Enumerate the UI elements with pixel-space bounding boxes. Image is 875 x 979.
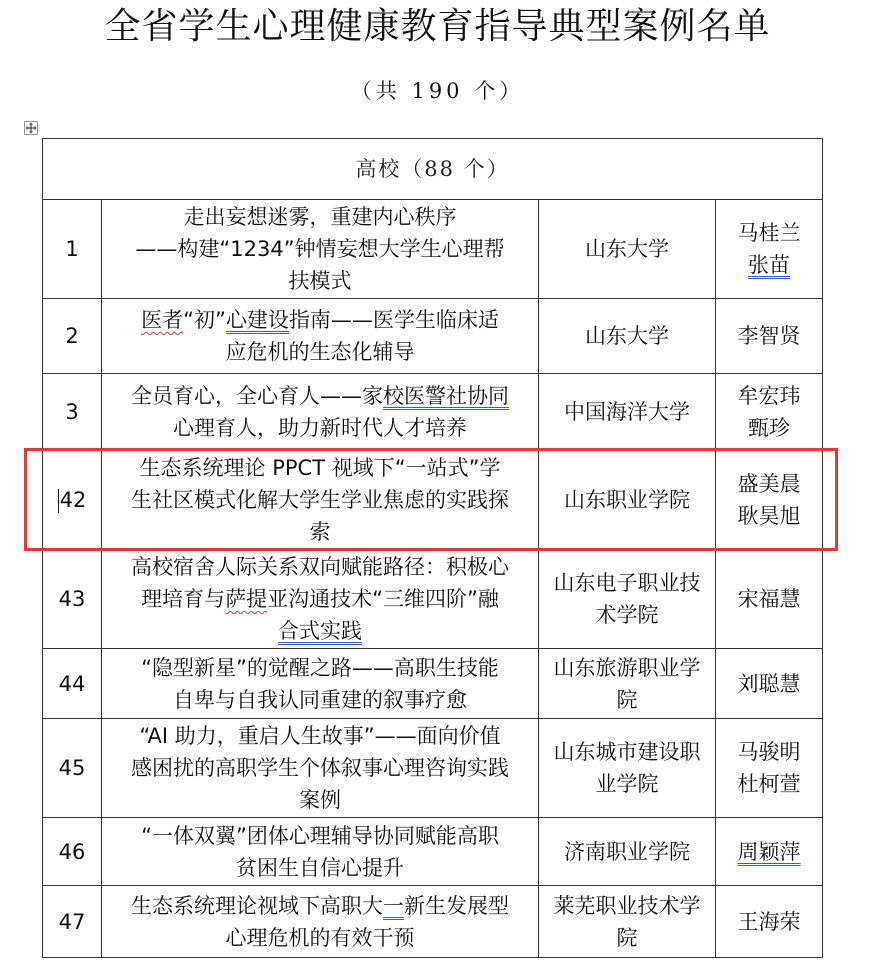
author-name: 张苗 <box>748 253 791 277</box>
author-name: 李智贤 <box>737 324 801 348</box>
title-line: 自卑与自我认同重建的叙事疗愈 <box>173 687 467 712</box>
title-segment: 萨提 <box>225 587 268 611</box>
title-segment: 校医警社协同 <box>383 383 509 408</box>
title-line: ——构建“1234”钟情妄想大学生心理帮 <box>135 237 505 261</box>
case-title[interactable] <box>102 450 539 550</box>
text-cursor <box>58 489 59 513</box>
author-name: 马桂兰 <box>737 221 801 245</box>
author-names[interactable] <box>716 649 823 719</box>
author-name: 耿昊旭 <box>737 503 801 528</box>
title-segment: 新生发展型 <box>404 893 509 918</box>
author-name: 刘聪慧 <box>737 671 801 696</box>
title-line: 走出妄想迷雾，重建内心秩序 <box>183 205 457 229</box>
title-segment: 生态系统理论视域下高职大 <box>131 893 383 918</box>
table-row <box>43 299 823 374</box>
row-number: 43 <box>43 550 102 649</box>
author-names[interactable] <box>716 719 823 818</box>
title-segment: 合式实践 <box>278 619 362 643</box>
school-line: 业学院 <box>595 772 659 796</box>
title-line: 生态系统理论 PPCT 视域下“一站式”学 <box>139 455 501 480</box>
school-line: 莱芜职业技术学 <box>553 893 701 918</box>
title-line: 心理危机的有效干预 <box>225 925 415 950</box>
title-line: 扶模式 <box>288 269 352 293</box>
author-name: 盛美晨 <box>737 471 801 496</box>
case-title[interactable] <box>102 550 539 649</box>
table-row <box>43 550 823 649</box>
school-line: 山东城市建设职 <box>553 740 701 764</box>
table-move-handle-icon[interactable] <box>24 121 38 135</box>
school-name[interactable] <box>539 649 716 719</box>
school-line: 院 <box>616 687 638 712</box>
case-title[interactable] <box>102 719 539 818</box>
title-line: 生社区模式化解大学生学业焦虑的实践探 <box>131 487 509 512</box>
table-row <box>43 818 823 886</box>
table-row <box>43 719 823 818</box>
row-number: 44 <box>43 649 102 719</box>
school-name[interactable]: 济南职业学院 <box>539 818 716 886</box>
title-line: “AI 助力，重启人生故事”——面向价值 <box>139 724 501 748</box>
case-title[interactable] <box>102 299 539 374</box>
school-name[interactable] <box>539 886 716 958</box>
title-segment: “初” <box>183 308 226 332</box>
author-name: 王海荣 <box>737 909 801 934</box>
school-line: 山东电子职业技 <box>553 571 701 595</box>
author-names[interactable] <box>716 886 823 958</box>
move-arrows-icon <box>25 122 37 134</box>
school-name[interactable]: 中国海洋大学 <box>539 374 716 450</box>
author-name: 马骏明 <box>737 740 801 764</box>
row-number: 46 <box>43 818 102 886</box>
title-segment: 一 <box>383 893 404 918</box>
case-list-table <box>42 138 823 958</box>
title-line: “一体双翼”团体心理辅导协同赋能高职 <box>141 823 499 848</box>
title-segment: 亚沟通技术“三维四阶”融 <box>267 587 499 611</box>
author-name: 周颖萍 <box>737 839 801 864</box>
case-title[interactable] <box>102 200 539 299</box>
school-line: 山东旅游职业学 <box>553 655 701 680</box>
case-title[interactable] <box>102 649 539 719</box>
author-name: 甄珍 <box>748 415 791 440</box>
school-name[interactable]: 山东大学 <box>539 200 716 299</box>
section-header-row <box>43 139 823 200</box>
row-number: 45 <box>43 719 102 818</box>
row-number: 1 <box>43 200 102 299</box>
school-name[interactable] <box>539 719 716 818</box>
table-row <box>43 649 823 719</box>
row-number: 2 <box>43 299 102 374</box>
row-number <box>43 450 102 550</box>
author-name: 牟宏玮 <box>737 383 801 408</box>
author-names[interactable] <box>716 550 823 649</box>
author-names[interactable] <box>716 374 823 450</box>
case-title[interactable] <box>102 374 539 450</box>
document-subtitle: （共 190 个） <box>350 79 525 103</box>
title-segment: 理培育与 <box>141 587 226 611</box>
school-name[interactable] <box>539 550 716 649</box>
section-header: 高校（88 个） <box>43 139 823 200</box>
title-segment: 心建设 <box>225 308 289 332</box>
title-line: 索 <box>309 519 331 544</box>
school-name[interactable]: 山东职业学院 <box>539 450 716 550</box>
title-segment: 全员育心，全心育人——家 <box>131 383 383 408</box>
title-line: 高校宿舍人际关系双向赋能路径：积极心 <box>131 555 509 579</box>
title-line: “隐型新星”的觉醒之路——高职生技能 <box>141 655 499 680</box>
row-number: 47 <box>43 886 102 958</box>
case-title[interactable] <box>102 818 539 886</box>
title-line: 心理育人，助力新时代人才培养 <box>173 415 467 440</box>
row-number-text: 42 <box>59 487 87 512</box>
table-row <box>43 200 823 299</box>
row-number: 3 <box>43 374 102 450</box>
title-line: 感困扰的高职学生个体叙事心理咨询实践 <box>131 756 509 780</box>
document-title: 全省学生心理健康教育指导典型案例名单 <box>104 6 771 47</box>
title-line: 应危机的生态化辅导 <box>225 340 415 364</box>
author-name: 宋福慧 <box>737 587 801 611</box>
table-row <box>43 374 823 450</box>
title-segment: 医者 <box>141 308 184 332</box>
title-segment: 指南——医学生临床适 <box>288 308 499 332</box>
author-names[interactable] <box>716 299 823 374</box>
school-line: 术学院 <box>595 603 659 627</box>
author-names[interactable] <box>716 818 823 886</box>
table-row-highlighted <box>43 450 823 550</box>
author-name: 杜柯萱 <box>737 772 801 796</box>
author-names[interactable] <box>716 200 823 299</box>
school-line: 院 <box>616 925 638 950</box>
title-line: 贫困生自信心提升 <box>236 855 404 880</box>
school-name[interactable]: 山东大学 <box>539 299 716 374</box>
table-row <box>43 886 823 958</box>
case-title[interactable] <box>102 886 539 958</box>
title-line: 案例 <box>299 788 341 812</box>
author-names[interactable] <box>716 450 823 550</box>
